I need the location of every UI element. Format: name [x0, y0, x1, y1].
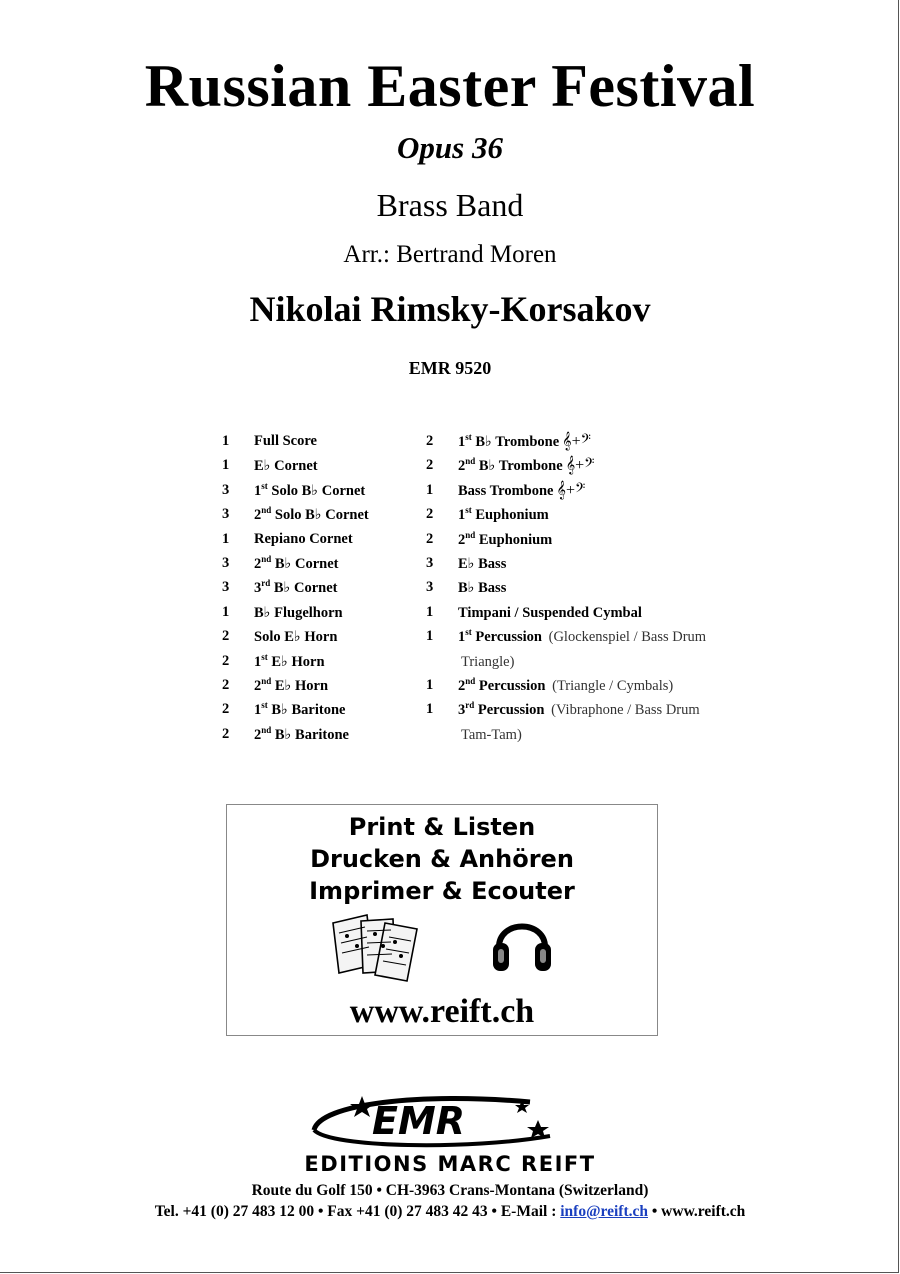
- part-label: B♭ Cornet: [271, 556, 339, 572]
- promo-website[interactable]: www.reift.ch: [349, 993, 535, 1030]
- part-quantity: 3: [222, 481, 230, 498]
- part-label: Full Score: [254, 433, 317, 449]
- part-label: Solo B♭ Cornet: [267, 482, 366, 499]
- part-name: [254, 677, 328, 695]
- part-ordinal-suffix: nd: [261, 724, 272, 735]
- part-quantity: 3: [222, 506, 230, 523]
- part-ordinal-suffix: nd: [261, 554, 272, 565]
- part-quantity: 2: [426, 457, 434, 474]
- contact-line: [0, 1203, 900, 1221]
- part-name: [458, 726, 522, 744]
- part-ordinal: 2: [458, 678, 466, 694]
- part-ordinal-suffix: nd: [465, 676, 476, 687]
- part-ordinal-suffix: st: [261, 480, 268, 491]
- part-name: [458, 628, 706, 646]
- clef-icon: 𝄞+𝄢: [562, 433, 591, 450]
- part-quantity: 2: [222, 725, 230, 742]
- part-ordinal: 1: [254, 653, 262, 670]
- part-label: B♭ Trombone: [475, 458, 563, 475]
- contact-suffix: • www.reift.ch: [648, 1203, 746, 1220]
- part-label: Solo E♭ Horn: [254, 629, 338, 646]
- part-ordinal: 1: [458, 434, 466, 450]
- part-quantity: 3: [426, 555, 434, 571]
- part-quantity: 1: [222, 530, 230, 547]
- part-quantity: 3: [222, 555, 230, 571]
- part-ordinal-suffix: st: [261, 700, 268, 711]
- part-name: [254, 555, 339, 573]
- part-name: [458, 653, 514, 671]
- part-quantity: 1: [222, 457, 230, 474]
- part-label: Euphonium: [471, 507, 549, 524]
- part-quantity: 1: [426, 628, 434, 645]
- part-name: [254, 482, 365, 500]
- publisher-name: EDITIONS MARC REIFT: [304, 1152, 596, 1176]
- part-name: [254, 433, 317, 450]
- part-quantity: 2: [222, 701, 230, 718]
- part-ordinal-suffix: st: [465, 432, 472, 443]
- part-quantity: 1: [426, 603, 434, 620]
- part-name: [254, 701, 345, 719]
- part-ordinal-suffix: nd: [261, 505, 272, 516]
- part-ordinal-suffix: st: [465, 627, 472, 638]
- part-ordinal: 2: [458, 458, 466, 475]
- part-label: B♭ Flugelhorn: [254, 604, 343, 621]
- part-ordinal-suffix: nd: [261, 676, 272, 687]
- clef-icon: 𝄞+𝄢: [565, 457, 595, 475]
- part-name: [254, 628, 337, 646]
- part-name: [458, 457, 594, 475]
- emr-logo-text: EMR: [372, 1099, 466, 1143]
- part-name: [458, 433, 591, 451]
- contact-prefix: Tel. +41 (0) 27 483 12 00 • Fax +41 (0) 27 483 42 43 • E-Mail :: [154, 1203, 561, 1220]
- part-name: [254, 653, 325, 671]
- part-quantity: 2: [222, 652, 230, 669]
- part-label: Timpani / Suspended Cymbal: [458, 604, 642, 621]
- part-quantity: 2: [426, 530, 434, 547]
- part-ordinal: 2: [254, 678, 262, 694]
- part-name: [458, 531, 555, 549]
- part-detail: (Glockenspiel / Bass Drum: [544, 629, 707, 646]
- part-ordinal: 1: [458, 507, 466, 524]
- part-ordinal-suffix: rd: [465, 700, 475, 711]
- part-label: E♭ Bass: [458, 556, 507, 572]
- part-label: Repiano Cornet: [254, 530, 353, 547]
- part-name: [254, 457, 318, 475]
- piece-title: Russian Easter Festival: [144, 53, 756, 119]
- part-ordinal: 1: [458, 629, 466, 646]
- part-label: Percussion: [475, 678, 546, 694]
- catalog-number: EMR 9520: [408, 358, 492, 378]
- part-label: B♭ Bass: [458, 580, 507, 597]
- part-label: Bass Trombone: [458, 482, 554, 499]
- arranger: Arr.: Bertrand Moren: [343, 241, 557, 268]
- opus-number: Opus 36: [397, 130, 503, 165]
- emr-logo: [300, 1090, 600, 1152]
- promo-line-german: Drucken & Anhören: [310, 845, 574, 873]
- part-ordinal-suffix: st: [465, 505, 472, 516]
- part-detail: (Vibraphone / Bass Drum: [547, 702, 700, 719]
- part-label: E♭ Horn: [267, 653, 325, 670]
- part-quantity: 1: [222, 603, 230, 620]
- part-ordinal: 3: [254, 580, 262, 597]
- part-label: Euphonium: [475, 531, 553, 548]
- sheet-music-icon: [327, 909, 423, 985]
- part-ordinal-suffix: st: [261, 651, 268, 662]
- part-name: [458, 555, 509, 573]
- part-ordinal: 3: [458, 702, 466, 719]
- part-name: [458, 701, 700, 719]
- part-ordinal: 2: [458, 531, 466, 548]
- part-label: E♭ Horn: [271, 678, 329, 694]
- part-ordinal: 2: [254, 726, 262, 743]
- part-quantity: 3: [222, 579, 230, 596]
- part-label: Solo B♭ Cornet: [271, 507, 369, 524]
- print-listen-box: [226, 804, 658, 1036]
- part-name: [458, 677, 673, 695]
- part-quantity: 2: [222, 628, 230, 645]
- parts-list-left: [222, 433, 422, 753]
- part-label: B♭ Trombone: [471, 434, 560, 450]
- part-quantity: 2: [222, 677, 230, 693]
- part-detail: Tam-Tam): [461, 726, 522, 743]
- part-name: [254, 604, 343, 622]
- ensemble-type: Brass Band: [376, 187, 524, 223]
- part-ordinal-suffix: nd: [465, 529, 476, 540]
- part-name: [458, 579, 509, 597]
- part-name: [458, 604, 645, 622]
- part-label: Percussion: [471, 629, 542, 646]
- part-detail: (Triangle / Cymbals): [548, 678, 674, 694]
- part-quantity: 2: [426, 506, 434, 523]
- part-name: [458, 506, 552, 524]
- parts-list-right: [426, 433, 766, 753]
- part-quantity: 2: [426, 433, 434, 449]
- headphones-icon: [489, 905, 555, 977]
- publisher-address: Route du Golf 150 • CH-3963 Crans-Montana (Switzerland): [251, 1182, 649, 1199]
- part-ordinal: 1: [254, 702, 262, 719]
- part-quantity: 1: [426, 677, 434, 693]
- part-name: [254, 506, 369, 524]
- part-quantity: 1: [222, 433, 230, 449]
- part-quantity: 1: [426, 701, 434, 718]
- part-detail: Triangle): [461, 653, 515, 670]
- part-label: Percussion: [474, 702, 545, 719]
- part-ordinal: 2: [254, 507, 262, 524]
- promo-line-french: Imprimer & Ecouter: [309, 877, 575, 905]
- part-ordinal: 1: [254, 482, 262, 499]
- composer: Nikolai Rimsky-Korsakov: [249, 289, 651, 329]
- part-label: B♭ Baritone: [267, 702, 346, 719]
- part-ordinal-suffix: rd: [261, 578, 271, 589]
- part-label: E♭ Cornet: [254, 458, 318, 475]
- part-label: B♭ Baritone: [271, 726, 349, 743]
- clef-icon: 𝄞+𝄢: [556, 481, 586, 499]
- promo-line-english: Print & Listen: [348, 813, 536, 841]
- part-name: [458, 482, 585, 500]
- email-link[interactable]: info@reift.ch: [560, 1203, 648, 1220]
- part-name: [254, 579, 338, 597]
- part-quantity: 3: [426, 579, 434, 596]
- part-ordinal: 2: [254, 556, 262, 572]
- part-label: B♭ Cornet: [270, 580, 338, 597]
- part-ordinal-suffix: nd: [465, 456, 476, 467]
- part-name: [254, 726, 349, 744]
- part-name: [254, 531, 353, 548]
- part-quantity: 1: [426, 481, 434, 498]
